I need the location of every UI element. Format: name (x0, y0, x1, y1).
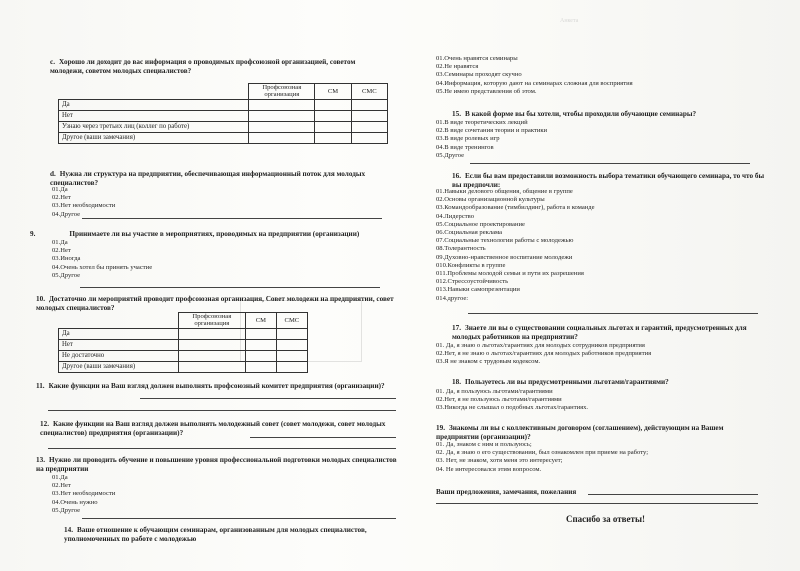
answer-line[interactable] (140, 398, 396, 399)
answer-line[interactable] (82, 518, 396, 519)
header-union: Профсоюзная организация (249, 84, 315, 100)
question-15: 15. В какой форме вы бы хотели, чтобы проходили обучающие семинары? (452, 110, 697, 118)
table-row[interactable]: Да (59, 328, 308, 339)
answer-line[interactable] (250, 437, 396, 438)
question-c: c. Хорошо ли доходит до вас информация о проводимых профсоюзной организацией, советом молодежи, советом молодых специалистов? (50, 58, 356, 75)
options-13[interactable]: 01.Да 02.Нет 03.Нет необходимости 04.Очень нужно 05.Другое (52, 474, 116, 514)
header-sm: СМ (315, 84, 351, 100)
question-d: d. Нужна ли структура на предприятии, обеспечивающая информационный поток для молодых специалистов? (50, 170, 366, 187)
options-17[interactable]: 01. Да, я знаю о льготах/гарантиях для молодых сотрудников предприятия 02.Нет, я не знаю о льготах/гарантиях для молодых работников предприятия 03.Я не знаком с трудовым кодексом. (436, 342, 652, 366)
table-row[interactable]: Другое (ваши замечания) (59, 361, 308, 372)
table-row[interactable]: Другое (ваши замечания) (59, 132, 388, 143)
table-row[interactable]: Узнаю через третьих лиц (коллег по работе) (59, 121, 388, 132)
events-table (58, 312, 308, 373)
thanks-text: Спасибо за ответы! (566, 514, 645, 524)
question-13: 13. Нужно ли проводить обучение и повышение уровня профессиональной подготовки молодых специалистов на предприятии (36, 456, 397, 473)
options-9[interactable]: 01.Да 02.Нет 03.Иногда 04.Очень хотел бы принять участие 05.Другое (52, 239, 153, 279)
options-19[interactable]: 01. Да, знаком с ним и пользуюсь; 02. Да, я знаю о его существовании, был ознакомлен при приеме на работу; 03. Нет, не знаком, хотя меня это интересует; 04. Не интересовался этим вопросом. (436, 441, 649, 473)
question-12: 12. Какие функции на Ваш взгляд должен выполнять молодежный совет (совет молодежи, совет молодых специалистов) предприятия (организации)? (40, 420, 386, 437)
table-row[interactable]: Не достаточно (59, 350, 308, 361)
options-15[interactable]: 01.В виде теоретических лекций 02.В виде сочетания теории и практики 03.В виде ролевых игр 04.В виде тренингов 05.Другое (436, 119, 548, 159)
question-16: 16. Если бы вам предоставили возможность выбора тематики обучающего семинара, то что бы вы предпочли: (452, 172, 765, 189)
options-18[interactable]: 01. Да, я пользуюсь льготами/гарантиями 02.Нет, я не пользуюсь льготами/гарантиями 03.Никогда не слышал о подобных льготах/гарантиях. (436, 388, 589, 412)
options-14[interactable]: 01.Очень нравятся семинары 02.Не нравятся 03.Семинары проходят скучно 04.Информация, которую дают на семинарах сложная для восприятия 05.Не имею представления об этом. (436, 55, 633, 95)
question-9: 9. Принимаете ли вы участие в мероприятиях, проводимых на предприятии (организации) (30, 230, 360, 238)
table-row[interactable]: Да (59, 99, 388, 110)
proposals-line[interactable] (588, 494, 758, 495)
answer-line[interactable] (470, 163, 750, 164)
answer-line[interactable] (48, 448, 396, 449)
bleed-through-text: Анкета (560, 18, 579, 24)
header-sms: СМС (276, 313, 307, 329)
header-sms: СМС (351, 84, 387, 100)
question-10: 10. Достаточно ли мероприятий проводит профсоюзная организация, Совет молодежи на предприятии, совет молодых специалистов? (36, 295, 394, 312)
question-11: 11. Какие функции на Ваш взгляд должен выполнять профсоюзный комитет предприятия (организации)? (36, 382, 385, 390)
options-16[interactable]: 01.Навыки делового общения, общение в группе 02.Основы организационной культуры 03.Командообразование (тимбилдинг), работа в команде 04.Лидерство 05.Социальное проектирование 06.Социальная реклама 07.Социальные технологии работы с молодежью 08.Толерантность 09.Духовно-нравственное воспитание молодежи 010.Конфликты в группе 011.Проблемы молодой семьи и пути их разрешения 012.Стрессоустойчивость 013.Навыки самопрезентации 014.другое: (436, 188, 595, 302)
question-17: 17. Знаете ли вы о существовании социальных льготах и гарантий, предусмотренных для молодых работников на предприятии? (452, 324, 747, 341)
answer-line[interactable] (80, 287, 380, 288)
answer-line[interactable] (48, 410, 396, 411)
question-14: 14. Ваше отношение к обучающим семинарам, организованным для молодых специалистов, уполномоченных по работе с молодежью (64, 526, 367, 543)
question-19: 19. Знакомы ли вы с коллективным договором (соглашением), действующим на Вашем предприятии (организации)? (436, 424, 724, 441)
table-row[interactable]: Нет (59, 339, 308, 350)
question-18: 18. Пользуетесь ли вы предусмотренными льготами/гарантиями? (452, 378, 669, 386)
answer-line[interactable] (468, 313, 758, 314)
header-sm: СМ (245, 313, 276, 329)
options-d[interactable]: 01.Да 02.Нет 03.Нет необходимости 04.Другое (52, 186, 116, 218)
header-union: Профсоюзная организация (178, 313, 245, 329)
table-row[interactable]: Нет (59, 110, 388, 121)
answer-line[interactable] (82, 218, 382, 219)
proposals-label: Ваши предложения, замечания, пожелания (436, 488, 577, 496)
proposals-line[interactable] (436, 503, 758, 504)
info-table (58, 83, 388, 144)
